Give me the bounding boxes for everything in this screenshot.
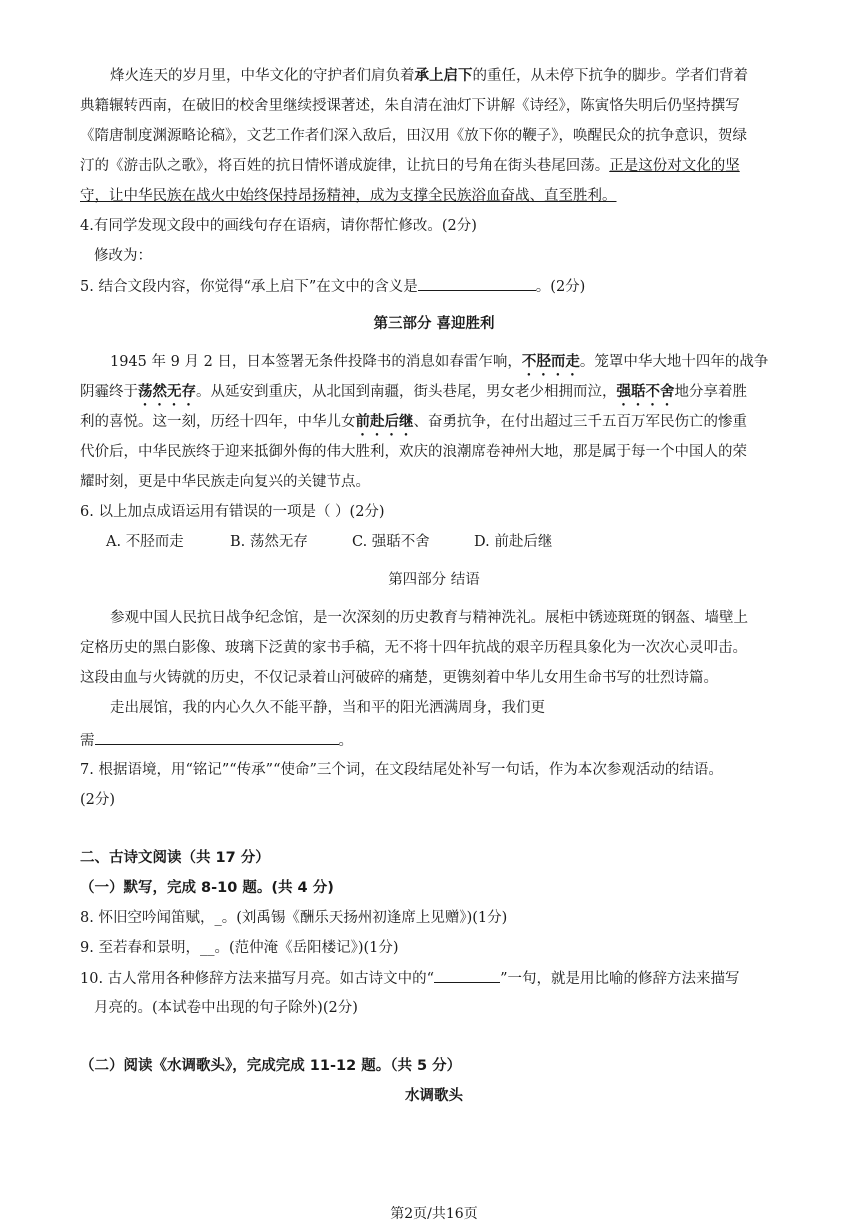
part4-text: 。 (338, 733, 353, 749)
part4-line3: 这段由血与火铸就的历史，不仅记录着山河破碎的痛楚，更镌刻着中华儿女用生命书写的壮烈诗篇。 (80, 670, 718, 686)
revise-label: 修改为： (94, 248, 152, 264)
passage1-line3: 《隋唐制度渊源略论稿》，文艺工作者们深入敌后，田汉用《放下你的鞭子》，唤醒民众的抗争意识，贺绿 (80, 128, 747, 144)
part3-text: 地分享着胜 (674, 384, 747, 400)
part4-line4: 走出展馆，我的内心久久不能平静，当和平的阳光洒满周身，我们更 (110, 700, 545, 716)
part3-title: 第三部分 喜迎胜利 (373, 316, 495, 332)
dotted-idiom: 强聒不舍 (616, 383, 675, 400)
part3-text: 利的喜悦。这一刻，历经十四年，中华儿女 (80, 414, 356, 430)
page-number: 第2页/共16页 (390, 1206, 478, 1222)
passage1-line2: 典籍辗转西南，在破旧的校舍里继续授课著述，朱自清在油灯下讲解《诗经》，陈寅恪失明后仍坚持撰写 (80, 98, 740, 114)
part3-line3 (80, 412, 747, 439)
question-9: 9. 至若春和景明，__。(范仲淹《岳阳楼记》)(1分) (80, 940, 399, 956)
highlight-phrase: 承上启下 (414, 67, 473, 84)
question-5-text: 5. 结合文段内容，你觉得“承上启下”在文中的含义是 (80, 279, 418, 295)
option-c[interactable]: C. 强聒不舍 (352, 534, 430, 550)
part4-line5 (80, 730, 353, 751)
question-6: 6. 以上加点成语运用有错误的一项是（ ）(2分) (80, 504, 385, 520)
part3-text: 1945 年 9 月 2 日，日本签署无条件投降书的消息如春雷乍响， (110, 354, 522, 370)
subsection-1-title: （一）默写，完成 8-10 题。(共 4 分) (80, 880, 334, 896)
part3-text: 阴霾终于 (80, 384, 138, 400)
answer-blank[interactable] (95, 730, 339, 745)
option-b[interactable]: B. 荡然无存 (230, 534, 308, 550)
option-a[interactable]: A. 不胫而走 (106, 534, 184, 550)
passage1-text: 的重任，从未停下抗争的脚步。学者们背着 (472, 68, 748, 84)
part4-line2: 定格历史的黑白影像、玻璃下泛黄的家书手稿，无不将十四年抗战的艰辛历程具象化为一次次心灵叩击。 (80, 640, 747, 656)
passage1-text: 烽火连天的岁月里，中华文化的守护者们肩负着 (110, 68, 415, 84)
part3-text: 、奋勇抗争，在付出超过三千五百万军民伤亡的惨重 (413, 414, 747, 430)
passage1-line4 (80, 156, 740, 176)
question-5-score: 。(2分) (535, 279, 586, 295)
part3-line2 (80, 382, 747, 409)
part3-line5: 耀时刻，更是中华民族走向复兴的关键节点。 (80, 474, 370, 490)
part3-text: 。从延安到重庆，从北国到南疆，街头巷尾，男女老少相拥而泣， (196, 384, 617, 400)
question-8: 8. 怀旧空吟闻笛赋，_。(刘禹锡《酬乐天扬州初逢席上见赠》)(1分) (80, 910, 508, 926)
part3-text: 。笼罩中华大地十四年的战争 (579, 354, 769, 370)
question-10-text: ”一句，就是用比喻的修辞方法来描写 (500, 971, 740, 987)
question-5 (80, 276, 585, 297)
question-10-text: 10. 古人常用各种修辞方法来描写月亮。如古诗文中的“ (80, 971, 435, 987)
dotted-idiom: 不胫而走 (521, 353, 580, 370)
option-d[interactable]: D. 前赴后继 (474, 534, 553, 550)
question-10-line2: 月亮的。(本试卷中出现的句子除外)(2分) (94, 1000, 358, 1016)
answer-blank[interactable] (418, 276, 536, 291)
poem-title: 水调歌头 (405, 1088, 463, 1104)
underlined-sentence: 正是这份对文化的坚 (609, 158, 740, 174)
passage1-line5-underlined: 守，让中华民族在战火中始终保持昂扬精神，成为支撑全民族浴血奋战、直至胜利。 (80, 188, 617, 204)
part4-line1: 参观中国人民抗日战争纪念馆，是一次深刻的历史教育与精神洗礼。展柜中锈迹斑斑的钢盔、墙壁上 (110, 610, 748, 626)
part3-line1 (110, 352, 768, 379)
part4-text: 需 (80, 733, 95, 749)
dotted-idiom: 前赴后继 (355, 413, 414, 430)
question-10 (80, 968, 740, 989)
part3-line4: 代价后，中华民族终于迎来抵御外侮的伟大胜利，欢庆的浪潮席卷神州大地，那是属于每一个中国人的荣 (80, 444, 747, 460)
section-2-title: 二、古诗文阅读（共 17 分） (80, 850, 270, 866)
passage1-line1 (110, 66, 748, 86)
subsection-2-title: （二）阅读《水调歌头》，完成完成 11-12 题。（共 5 分） (80, 1058, 462, 1074)
passage1-text: 汀的《游击队之歌》，将百姓的抗日情怀谱成旋律，让抗日的号角在街头巷尾回荡。 (80, 158, 610, 174)
question-7: 7. 根据语境，用“铭记”“传承”“使命”三个词，在文段结尾处补写一句话，作为本次参观活动的结语。 (80, 762, 723, 778)
part4-title: 第四部分 结语 (388, 572, 480, 588)
answer-blank[interactable] (434, 968, 500, 983)
question-4: 4.有同学发现文段中的画线句存在语病，请你帮忙修改。(2分) (80, 218, 477, 234)
question-7-score: (2分) (80, 792, 116, 808)
dotted-idiom: 荡然无存 (138, 383, 196, 400)
